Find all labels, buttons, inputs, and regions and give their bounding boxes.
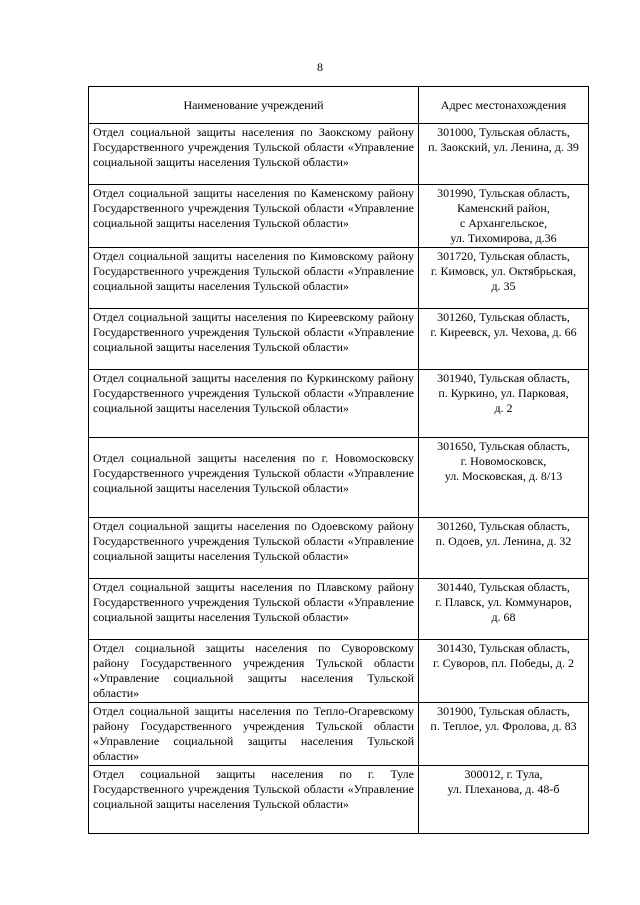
address-line: 301900, Тульская область, bbox=[437, 704, 570, 718]
table-row bbox=[89, 766, 589, 834]
institution-address bbox=[419, 370, 589, 438]
institution-name: Отдел социальной защиты населения по г. Новомосковску Государственного учреждения Тульской области «Управление социальной защиты населения Тульской области» bbox=[89, 438, 419, 518]
table-row bbox=[89, 370, 589, 438]
address-line: 301440, Тульская область, bbox=[437, 580, 570, 594]
address-line: д. 35 bbox=[491, 279, 516, 293]
address-line: г. Киреевск, ул. Чехова, д. 66 bbox=[430, 325, 577, 339]
address-line: ул. Плеханова, д. 48-б bbox=[447, 782, 560, 796]
institution-address bbox=[419, 640, 589, 703]
address-line: 301430, Тульская область, bbox=[437, 641, 570, 655]
address-line: Каменский район, bbox=[457, 201, 550, 215]
address-line: 301720, Тульская область, bbox=[437, 249, 570, 263]
table-row bbox=[89, 185, 589, 248]
table-row bbox=[89, 640, 589, 703]
institution-name: Отдел социальной защиты населения по Одоевскому району Государственного учреждения Тульской области «Управление социальной защиты населения Тульской области» bbox=[89, 518, 419, 579]
page-number: 8 bbox=[317, 60, 323, 74]
address-line: п. Теплое, ул. Фролова, д. 83 bbox=[430, 719, 577, 733]
institution-address bbox=[419, 766, 589, 834]
institution-address bbox=[419, 438, 589, 518]
address-line: п. Куркино, ул. Парковая, bbox=[438, 386, 569, 400]
address-line: г. Суворов, пл. Победы, д. 2 bbox=[433, 656, 574, 670]
address-line: 301990, Тульская область, bbox=[437, 186, 570, 200]
address-line: ул. Московская, д. 8/13 bbox=[444, 469, 563, 483]
institution-address bbox=[419, 185, 589, 248]
address-line: 301940, Тульская область, bbox=[437, 371, 570, 385]
address-line: п. Одоев, ул. Ленина, д. 32 bbox=[435, 534, 572, 548]
table-row bbox=[89, 124, 589, 185]
address-line: 301260, Тульская область, bbox=[437, 519, 570, 533]
address-line: с Архангельское, bbox=[459, 216, 548, 230]
table-header-row bbox=[89, 87, 589, 124]
table-row bbox=[89, 703, 589, 766]
address-line: д. 2 bbox=[494, 401, 513, 415]
table-row bbox=[89, 438, 589, 518]
institution-address bbox=[419, 309, 589, 370]
institution-name: Отдел социальной защиты населения по г. Туле Государственного учреждения Тульской области «Управление социальной защиты населения Тульской области» bbox=[89, 766, 419, 834]
institution-address bbox=[419, 518, 589, 579]
institution-name: Отдел социальной защиты населения по Заокскому району Государственного учреждения Тульской области «Управление социальной защиты населения Тульской области» bbox=[89, 124, 419, 185]
address-line: г. Кимовск, ул. Октябрьская, bbox=[430, 264, 577, 278]
table-row bbox=[89, 248, 589, 309]
address-line: 301260, Тульская область, bbox=[437, 310, 570, 324]
institution-address bbox=[419, 703, 589, 766]
address-line: п. Заокский, ул. Ленина, д. 39 bbox=[428, 140, 579, 154]
institution-name: Отдел социальной защиты населения по Кимовскому району Государственного учреждения Тульской области «Управление социальной защиты населения Тульской области» bbox=[89, 248, 419, 309]
table-row bbox=[89, 579, 589, 640]
address-line: г. Плавск, ул. Коммунаров, bbox=[435, 595, 572, 609]
institution-address bbox=[419, 579, 589, 640]
institution-name: Отдел социальной защиты населения по Каменскому району Государственного учреждения Тульской области «Управление социальной защиты населения Тульской области» bbox=[89, 185, 419, 248]
institution-name: Отдел социальной защиты населения по Киреевскому району Государственного учреждения Тульской области «Управление социальной защиты населения Тульской области» bbox=[89, 309, 419, 370]
institution-address bbox=[419, 124, 589, 185]
institutions-table bbox=[88, 86, 589, 834]
address-line: 300012, г. Тула, bbox=[464, 767, 543, 781]
institution-name: Отдел социальной защиты населения по Куркинскому району Государственного учреждения Тульской области «Управление социальной защиты населения Тульской области» bbox=[89, 370, 419, 438]
institution-address bbox=[419, 248, 589, 309]
table-row bbox=[89, 309, 589, 370]
address-line: г. Новомосковск, bbox=[460, 454, 547, 468]
table-row bbox=[89, 518, 589, 579]
header-institution-name: Наименование учреждений bbox=[89, 87, 419, 124]
address-line: 301000, Тульская область, bbox=[437, 125, 570, 139]
institution-name: Отдел социальной защиты населения по Суворовскому району Государственного учреждения Тульской области «Управление социальной защиты населения Тульской области» bbox=[89, 640, 419, 703]
address-line: д. 68 bbox=[491, 610, 516, 624]
header-address: Адрес местонахождения bbox=[419, 87, 589, 124]
address-line: 301650, Тульская область, bbox=[437, 439, 570, 453]
address-line: ул. Тихомирова, д.36 bbox=[450, 231, 557, 245]
institution-name: Отдел социальной защиты населения по Тепло-Огаревскому району Государственного учреждения Тульской области «Управление социальной защиты населения Тульской области» bbox=[89, 703, 419, 766]
institution-name: Отдел социальной защиты населения по Плавскому району Государственного учреждения Тульской области «Управление социальной защиты населения Тульской области» bbox=[89, 579, 419, 640]
